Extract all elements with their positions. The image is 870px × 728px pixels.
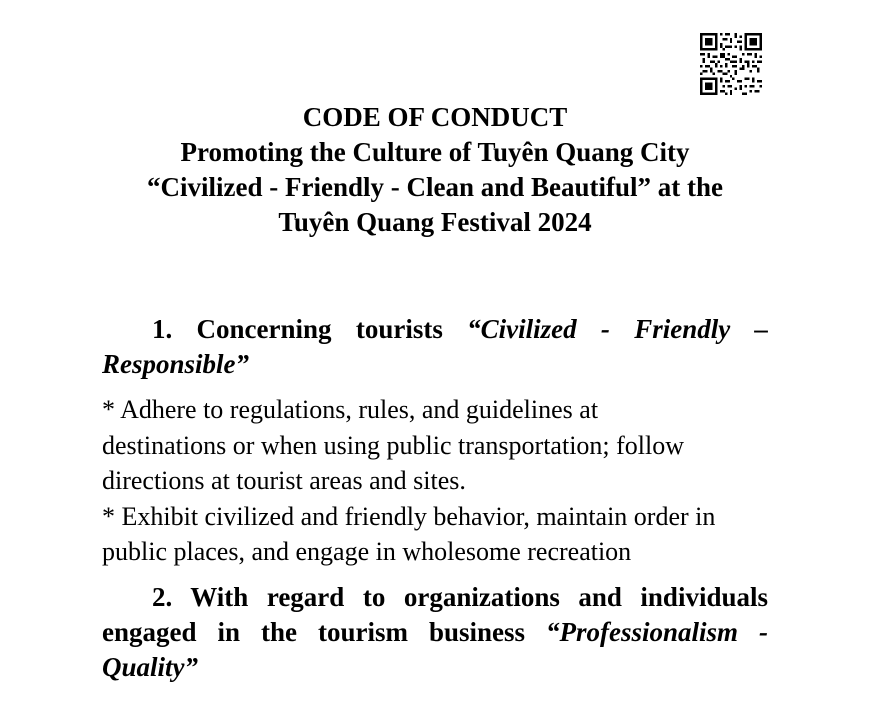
section-1-body xyxy=(102,392,722,570)
section-1-heading-text: 1. Concerning tourists xyxy=(152,314,468,344)
qr-code xyxy=(700,33,762,95)
section-1-bullet-1: * Adhere to regulations, rules, and guidelines at destinations or when using public transportation; follow directions at tourist areas and sites. xyxy=(102,395,685,495)
section-2-heading-text: 2. With regard to organizations and individuals engaged in the tourism business xyxy=(102,581,768,647)
section-1-heading xyxy=(102,312,768,382)
section-1-heading-slogan: “Civilized - Friendly – Responsible” xyxy=(102,314,769,379)
section-2-heading xyxy=(102,580,768,685)
document-title: CODE OF CONDUCT xyxy=(302,102,568,132)
document-subtitle-line-1: Promoting the Culture of Tuyên Quang City xyxy=(180,137,690,167)
qr-code-icon xyxy=(700,33,762,95)
section-1-bullet-2: * Exhibit civilized and friendly behavior, maintain order in public places, and engage in wholesome recreation xyxy=(102,501,716,566)
document-subtitle-line-3: Tuyên Quang Festival 2024 xyxy=(278,207,592,237)
section-2-heading-slogan: “Professionalism - Quality” xyxy=(102,616,768,682)
document-body xyxy=(102,312,768,685)
document-subtitle-line-2: “Civilized - Friendly - Clean and Beautiful” at the xyxy=(147,172,723,202)
document-header xyxy=(60,100,810,240)
